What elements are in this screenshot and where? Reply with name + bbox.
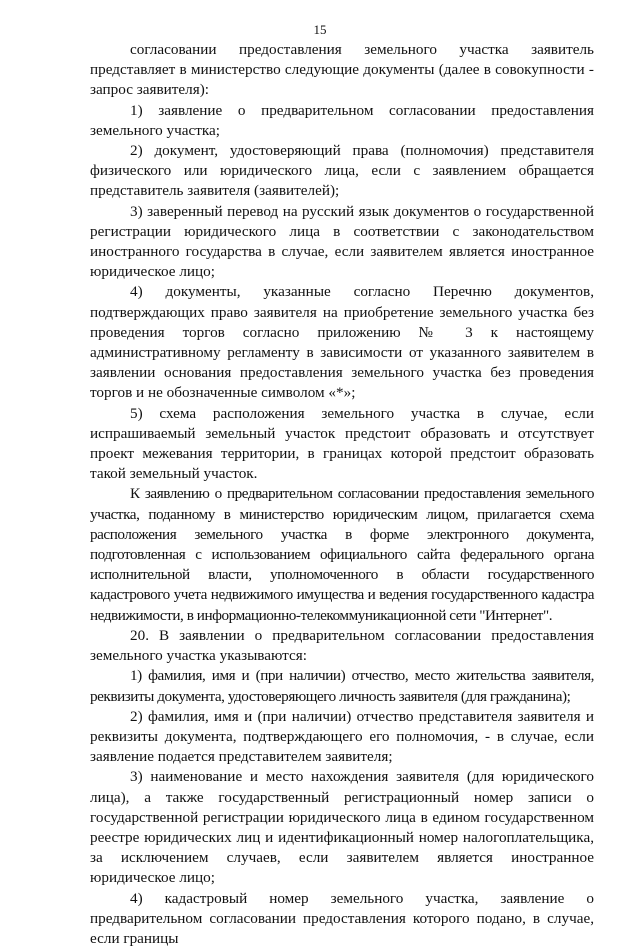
paragraph-intro: согласовании предоставления земельного участка заявитель представляет в министерство следующие документы (далее в совокупности - запрос заявителя): [90, 41, 594, 99]
paragraph-20-item-2: 2) фамилия, имя и (при наличии) отчество представителя заявителя и реквизиты документа, подтверждающего его полномочия, - в случае, если заявление подается представителем заявителя; [90, 707, 594, 766]
page-number: 15 [313, 22, 327, 37]
paragraph-electronic-scheme: К заявлению о предварительном согласовании предоставления земельного участка, поданному в министерство юридическим лицом, прилагается схема расположения земельного участка в форме электронного документа, подготовленная с использованием официального сайта федерального органа исполнительной власти, уполномоченного в области государственного кадастрового учета недвижимого имущества и ведения государственного кадастра недвижимости, в информационно-телекоммуникационной сети "Интернет". [90, 485, 594, 624]
paragraph-20-item-1: 1) фамилия, имя и (при наличии) отчество, место жительства заявителя, реквизиты документа, удостоверяющего личность заявителя (для гражданина); [90, 667, 594, 705]
paragraph-20-item-3: 3) наименование и место нахождения заявителя (для юридического лица), а также государственный регистрационный номер записи о государственной регистрации юридического лица в едином государственном реестре юридических лиц и идентификационный номер налогоплательщика, за исключением случаев, если заявителем является иностранное юридическое лицо; [90, 768, 594, 887]
document-body [90, 40, 594, 949]
paragraph-item-4: 4) документы, указанные согласно Перечню документов, подтверждающих право заявителя на приобретение земельного участка без проведения торгов согласно приложению № 3 к настоящему административному регламенту в зависимости от указанного заявителем в заявлении основания предоставления земельного участка без проведения торгов и не обозначенные символом «*»; [90, 283, 594, 402]
paragraph-item-3: 3) заверенный перевод на русский язык документов о государственной регистрации юридического лица в соответствии с законодательством иностранного государства в случае, если заявителем является иностранное юридическое лицо; [90, 202, 594, 281]
paragraph-item-1: 1) заявление о предварительном согласовании предоставления земельного участка; [90, 101, 594, 139]
paragraph-item-5: 5) схема расположения земельного участка в случае, если испрашиваемый земельный участок предстоит образовать и отсутствует проект межевания территории, в границах которой предстоит образовать такой земельный участок. [90, 404, 594, 483]
paragraph-20-item-4: 4) кадастровый номер земельного участка, заявление о предварительном согласовании предоставления которого подано, в случае, если границы [90, 889, 594, 947]
paragraph-item-2: 2) документ, удостоверяющий права (полномочия) представителя физического или юридического лица, если с заявлением обращается представитель заявителя (заявителей); [90, 142, 594, 200]
paragraph-section-20: 20. В заявлении о предварительном согласовании предоставления земельного участка указываются: [90, 626, 594, 665]
